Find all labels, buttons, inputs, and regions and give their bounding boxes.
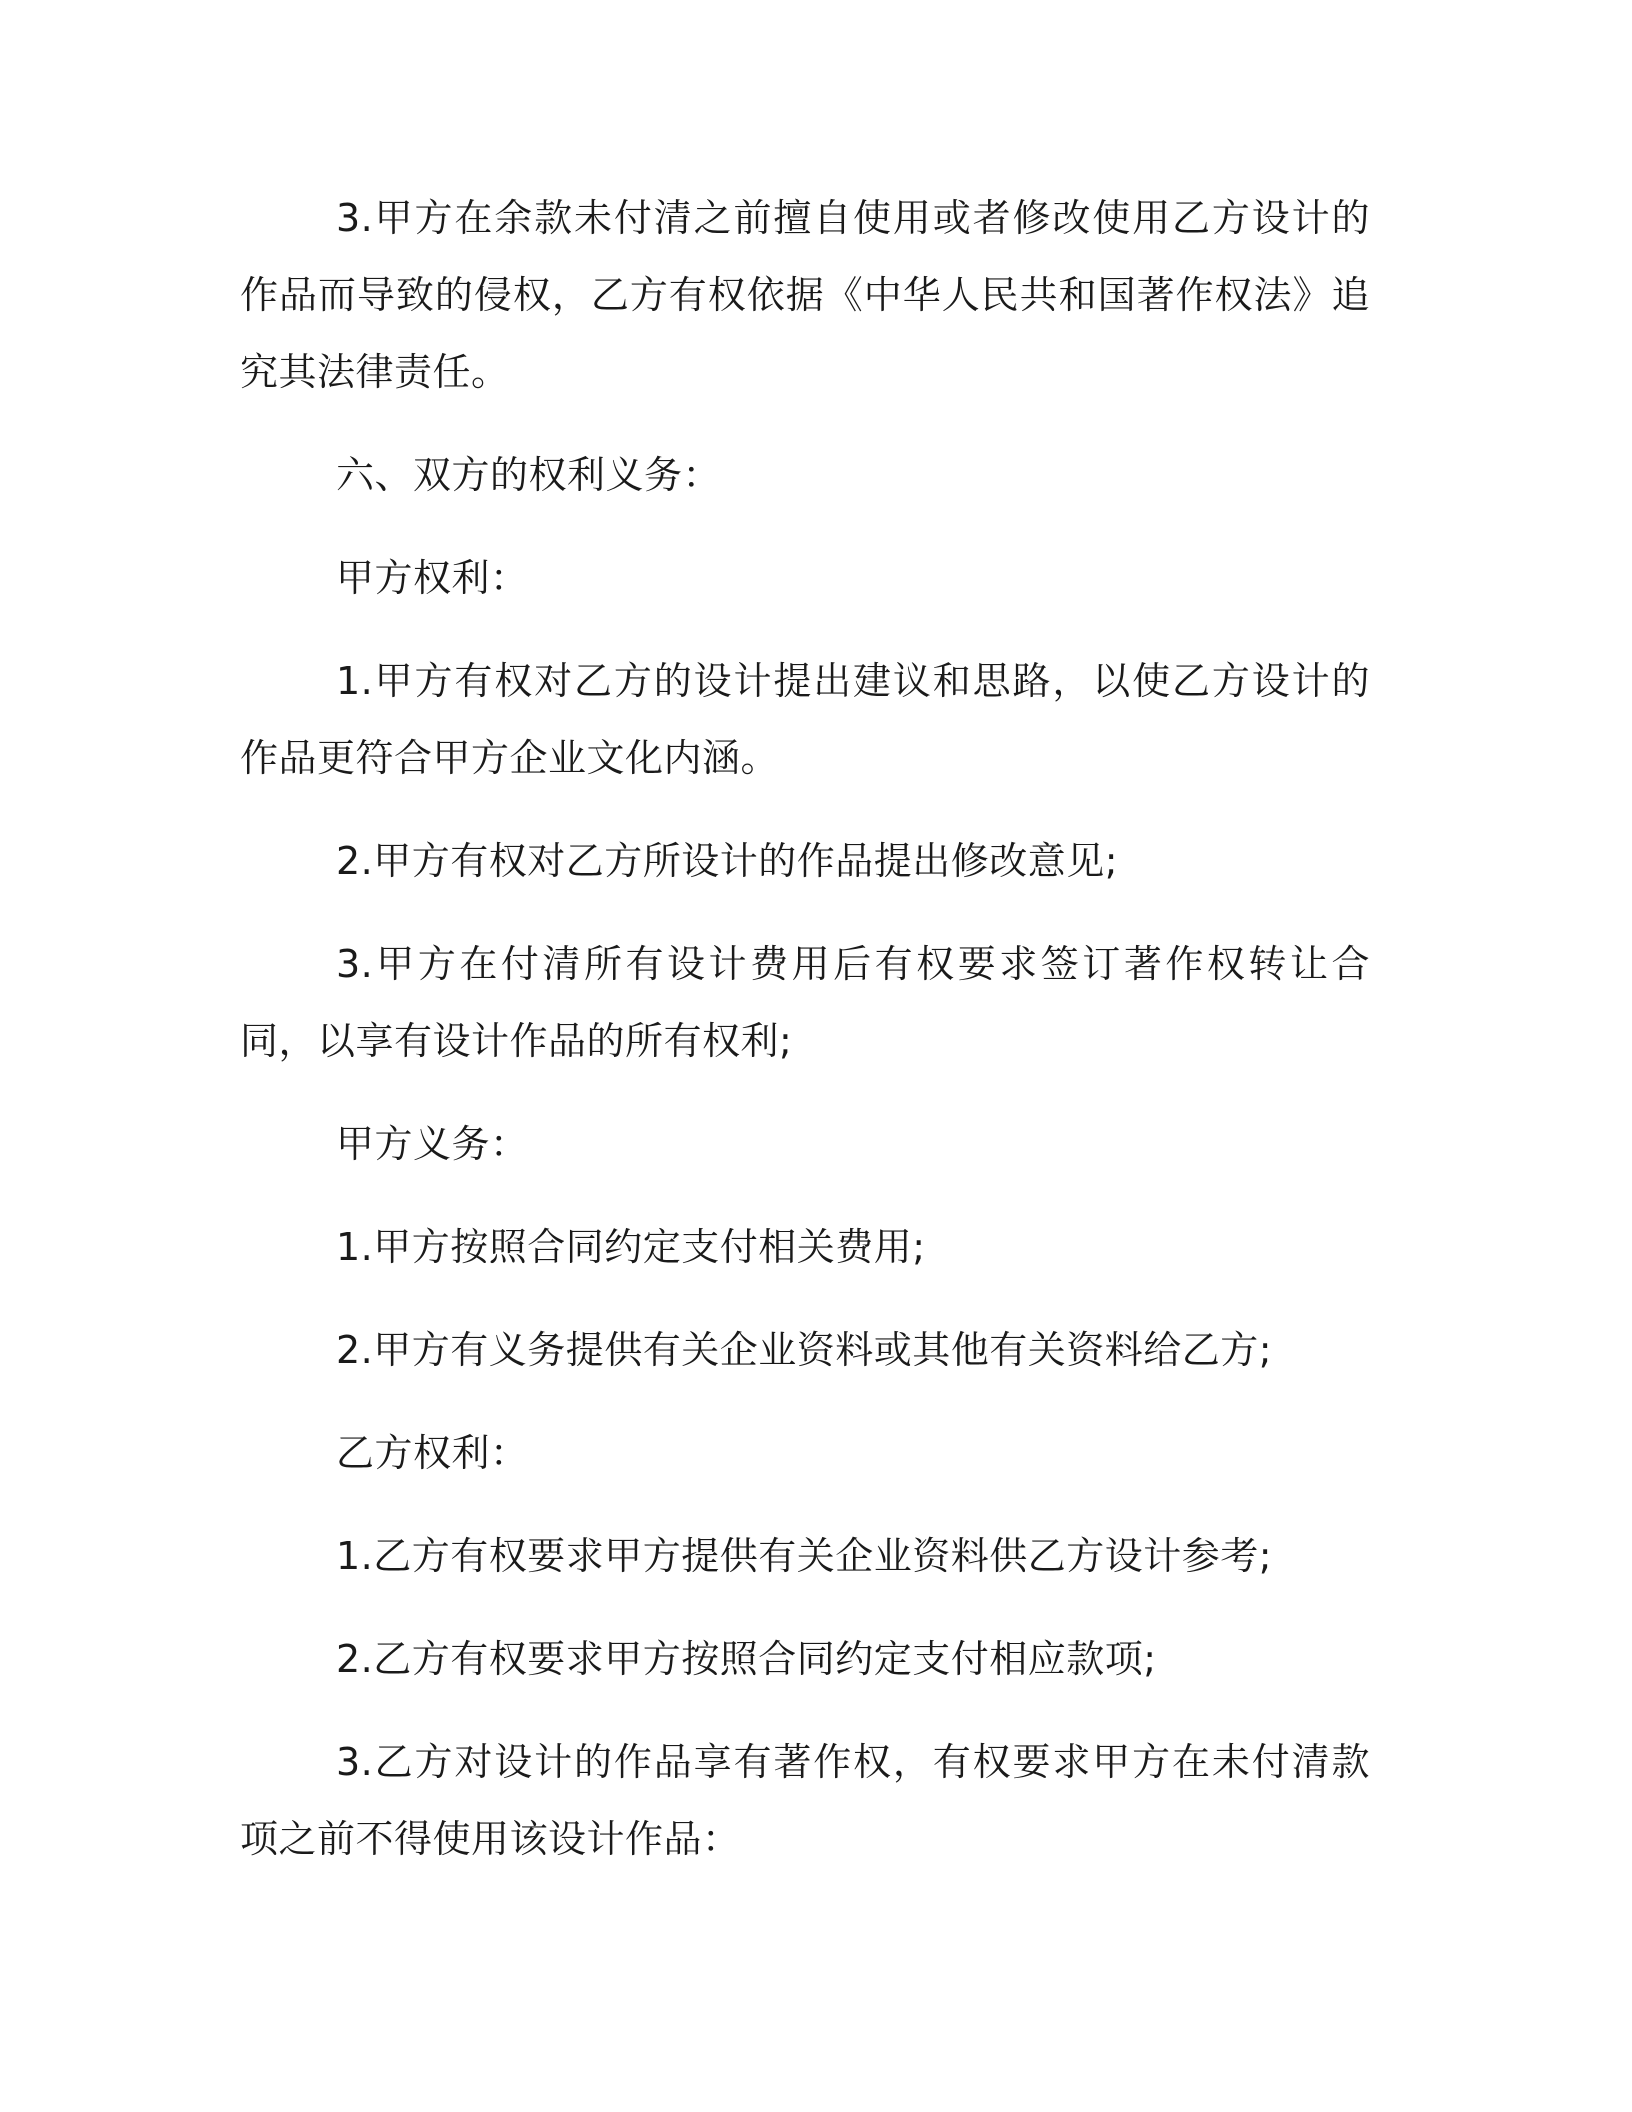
subheading-party-a-obligations: 甲方义务： xyxy=(336,1122,529,1166)
paragraph-party-b-right-3: 3.乙方对设计的作品享有著作权，有权要求甲方在未付清款项之前不得使用该设计作品： xyxy=(240,1740,1370,1861)
subheading-party-b-rights: 乙方权利： xyxy=(336,1431,529,1475)
paragraph-party-b-right-1: 1.乙方有权要求甲方提供有关企业资料供乙方设计参考; xyxy=(336,1534,1273,1578)
paragraph-party-a-obligation-2: 2.甲方有义务提供有关企业资料或其他有关资料给乙方; xyxy=(336,1328,1273,1372)
document-body xyxy=(240,180,1370,1904)
paragraph-clause-3-infringement: 3.甲方在余款未付清之前擅自使用或者修改使用乙方设计的作品而导致的侵权，乙方有权依据《中华人民共和国著作权法》追究其法律责任。 xyxy=(240,196,1370,394)
paragraph-party-a-right-1: 1.甲方有权对乙方的设计提出建议和思路，以使乙方设计的作品更符合甲方企业文化内涵。 xyxy=(240,659,1370,780)
paragraph-party-a-obligation-1: 1.甲方按照合同约定支付相关费用; xyxy=(336,1225,926,1269)
subheading-party-a-rights: 甲方权利： xyxy=(336,556,529,600)
paragraph-party-a-right-2: 2.甲方有权对乙方所设计的作品提出修改意见; xyxy=(336,839,1119,883)
paragraph-party-b-right-2: 2.乙方有权要求甲方按照合同约定支付相应款项; xyxy=(336,1637,1157,1681)
section-heading-rights-obligations: 六、双方的权利义务： xyxy=(336,453,722,497)
paragraph-party-a-right-3: 3.甲方在付清所有设计费用后有权要求签订著作权转让合同，以享有设计作品的所有权利; xyxy=(240,942,1370,1063)
